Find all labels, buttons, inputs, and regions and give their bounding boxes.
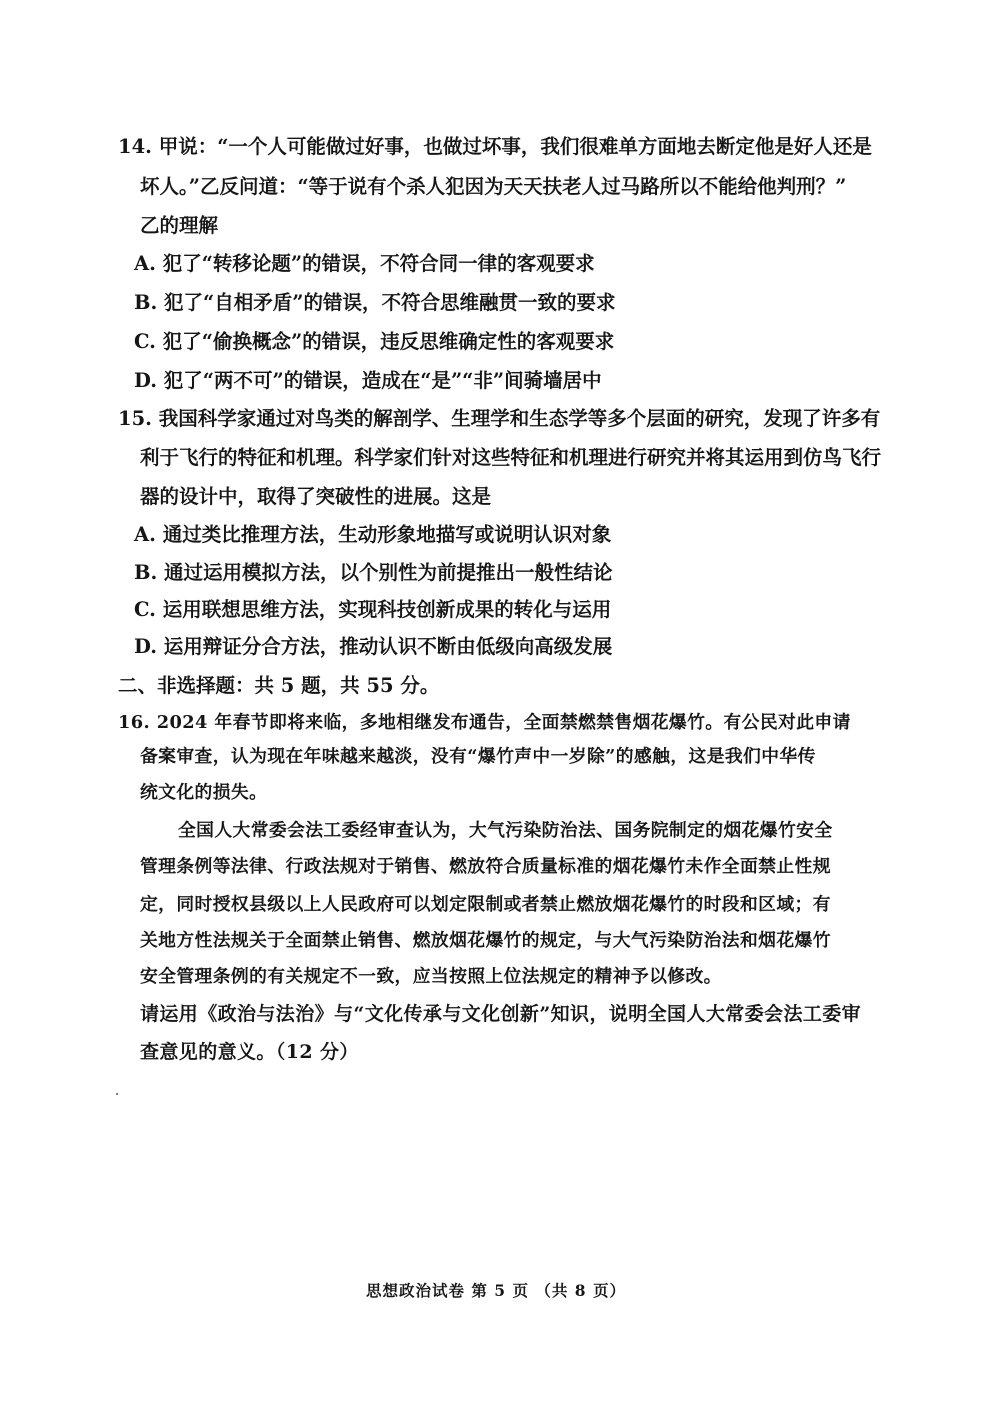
q16-para1-line-1: 16. 2024 年春节即将来临，多地相继发布通告，全面禁燃禁售烟花爆竹。有公民对此申请 — [118, 712, 851, 733]
q16-question-line-1: 请运用《政治与法治》与“文化传承与文化创新”知识，说明全国人大常委会法工委审 — [140, 1003, 862, 1025]
q15-option-d: D. 运用辩证分合方法，推动认识不断由低级向高级发展 — [134, 635, 613, 658]
section-2-heading: 二、非选择题：共 5 题，共 55 分。 — [118, 674, 440, 697]
q14-option-a: A. 犯了“转移论题”的错误，不符合同一律的客观要求 — [134, 252, 595, 275]
scan-speck — [116, 1093, 118, 1095]
q14-stem-line-3: 乙的理解 — [140, 214, 219, 237]
q15-stem-line-2: 利于飞行的特征和机理。科学家们针对这些特征和机理进行研究并将其运用到仿鸟飞行 — [140, 446, 882, 469]
q14-option-b: B. 犯了“自相矛盾”的错误，不符合思维融贯一致的要求 — [134, 291, 616, 314]
q15-stem-line-1: 15. 我国科学家通过对鸟类的解剖学、生理学和生态学等多个层面的研究，发现了许多有 — [118, 407, 881, 430]
q15-option-a: A. 通过类比推理方法，生动形象地描写或说明认识对象 — [134, 523, 612, 546]
q16-para2-line-5: 安全管理条例的有关规定不一致，应当按照上位法规定的精神予以修改。 — [140, 966, 722, 987]
q16-question-line-2: 查意见的意义。（12 分） — [140, 1041, 359, 1063]
q16-para1-line-3: 统文化的损失。 — [140, 782, 268, 803]
q14-option-d: D. 犯了“两不可”的错误，造成在“是”“非”间骑墙居中 — [134, 369, 602, 392]
q16-para2-line-1: 全国人大常委会法工委经审查认为，大气污染防治法、国务院制定的烟花爆竹安全 — [178, 820, 833, 841]
q14-stem-line-1: 14. 甲说：“一个人可能做过好事，也做过坏事，我们很难单方面地去断定他是好人还是 — [118, 135, 872, 158]
q16-para2-line-3: 定，同时授权县级以上人民政府可以划定限制或者禁止燃放烟花爆竹的时段和区域；有 — [140, 894, 831, 915]
q16-para2-line-4: 关地方性法规关于全面禁止销售、燃放烟花爆竹的规定，与大气污染防治法和烟花爆竹 — [140, 930, 831, 951]
q14-stem-line-2: 坏人。”乙反问道：“等于说有个杀人犯因为天天扶老人过马路所以不能给他判刑？” — [140, 175, 847, 198]
q16-para2-line-2: 管理条例等法律、行政法规对于销售、燃放符合质量标准的烟花爆竹未作全面禁止性规 — [140, 856, 831, 877]
q15-stem-line-3: 器的设计中，取得了突破性的进展。这是 — [140, 485, 492, 508]
q15-option-b: B. 通过运用模拟方法，以个别性为前提推出一般性结论 — [134, 561, 613, 584]
q15-option-c: C. 运用联想思维方法，实现科技创新成果的转化与运用 — [134, 598, 612, 621]
q16-para1-line-2: 备案审查，认为现在年味越来越淡，没有“爆竹声中一岁除”的感触，这是我们中华传 — [140, 746, 816, 767]
q14-option-c: C. 犯了“偷换概念”的错误，违反思维确定性的客观要求 — [134, 330, 615, 353]
page-footer: 思想政治试卷 第 5 页 （共 8 页） — [366, 1281, 626, 1300]
